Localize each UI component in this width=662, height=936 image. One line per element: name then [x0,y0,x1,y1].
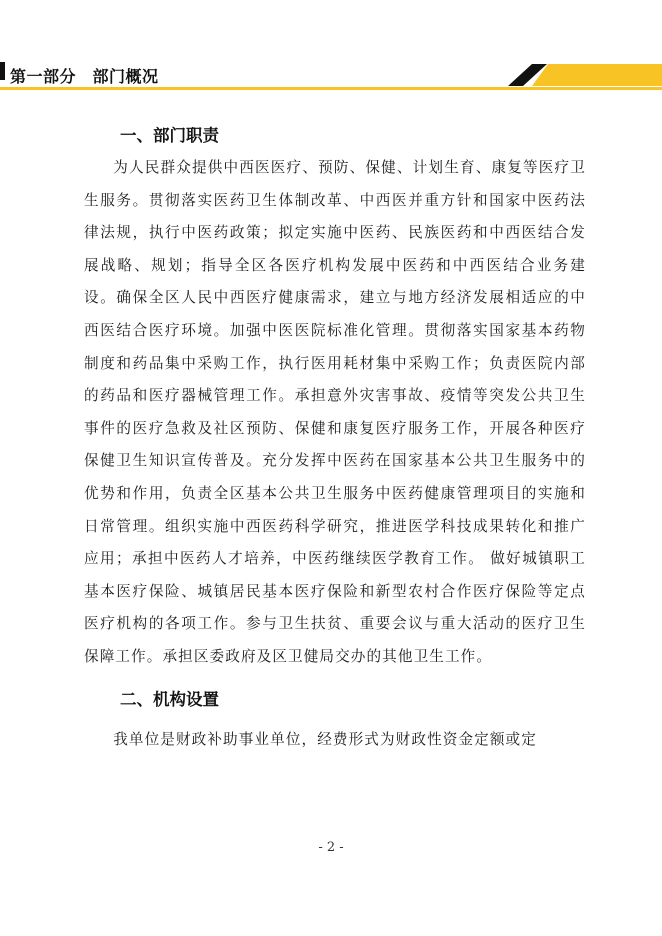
header-underline [0,87,662,90]
document-body [84,120,586,756]
header-yellow-tab [532,64,662,86]
section-title: 第一部分 部门概况 [10,67,159,86]
header-left-bar [0,62,5,80]
heading-organization-setup: 二、机构设置 [120,689,219,709]
heading-department-duties: 一、部门职责 [120,126,219,145]
section-header-banner [0,58,662,92]
paragraph-department-duties: 为人民群众提供中西医医疗、预防、保健、计划生育、康复等医疗卫生服务。贯彻落实医药卫生体制改革、中西医并重方针和国家中医药法律法规，执行中医药政策；拟定实施中医药、民族医药和中西医结合发展战略、规划；指导全区各医疗机构发展中医药和中西医结合业务建设。确保全区人民中西医疗健康需求，建立与地方经济发展相适应的中西医结合医疗环境。加强中医医院标准化管理。贯彻落实国家基本药物制度和药品集中采购工作，执行医用耗材集中采购工作；负责医院内部的药品和医疗器械管理工作。承担意外灾害事故、疫情等突发公共卫生事件的医疗急救及社区预防、保健和康复医疗服务工作，开展各种医疗保健卫生知识宣传普及。充分发挥中医药在国家基本公共卫生服务中的优势和作用，负责全区基本公共卫生服务中医药健康管理项目的实施和日常管理。组织实施中西医药科学研究，推进医学科技成果转化和推广应用；承担中医药人才培养，中医药继续医学教育工作。 做好城镇职工基本医疗保险、城镇居民基本医疗保险和新型农村合作医疗保险等定点医疗机构的各项工作。参与卫生扶贫、重要会议与重大活动的医疗卫生保障工作。承担区委政府及区卫健局交办的其他卫生工作。 [84,159,586,665]
page-number: - 2 - [318,840,344,855]
paragraph-organization-setup: 我单位是财政补助事业单位，经费形式为财政性资金定额或定 [113,730,537,748]
